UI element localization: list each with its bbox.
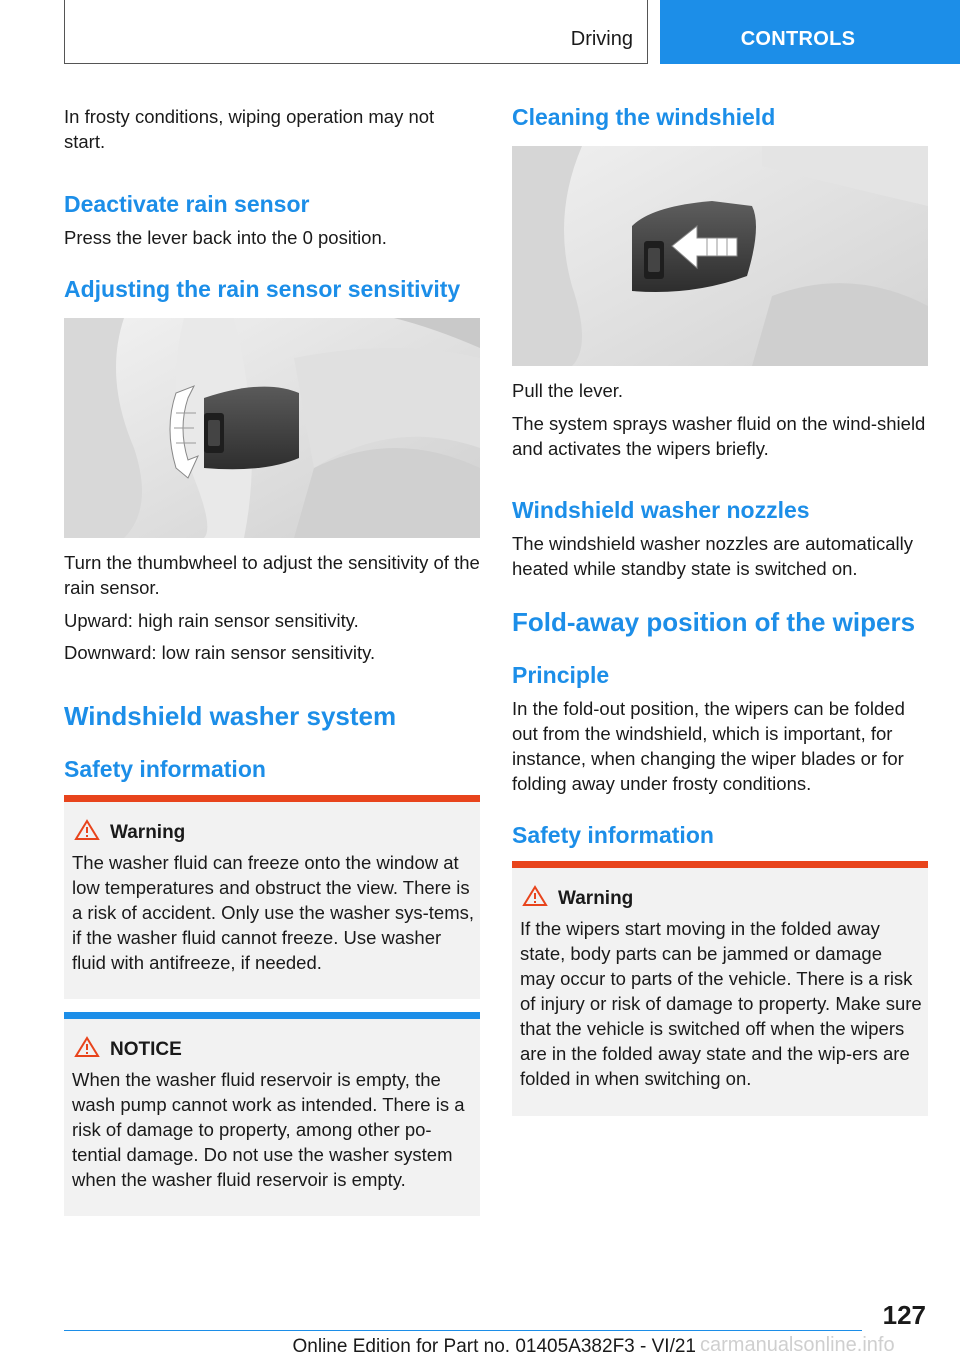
downward-text: Downward: low rain sensor sensitivity. [64,642,376,663]
notice-box [64,1012,480,1216]
notice-bar [64,1012,480,1019]
right-warning-bar [512,861,928,868]
washer-system-heading: Windshield washer system [64,701,397,731]
left-safety-heading: Safety information [64,756,266,782]
page-number: 127 [882,1300,926,1330]
footer-watermark: carmanualsonline.info [700,1334,895,1356]
right-warning-title: Warning [558,888,634,909]
warning-triangle-icon [522,885,548,907]
adjust-heading: Adjusting the rain sensor sensitivity [64,276,461,302]
cleaning-heading: Cleaning the windshield [512,104,776,130]
left-warning-box [64,795,480,999]
nozzles-heading: Windshield washer nozzles [512,497,810,523]
intro-paragraph: In frosty conditions, wiping operation may not start. [64,106,435,152]
principle-text: In the fold-out position, the wipers can be folded out from the windshield, which is important, for instance, when changing the wiper blades or for folding away under frosty conditions. [512,698,905,794]
spray-text: The system sprays washer fluid on the wind-shield and activates the wipers briefly. [512,413,926,459]
header-chapter-box [660,0,960,64]
left-warning-title: Warning [110,822,186,843]
notice-triangle-icon [74,1036,100,1058]
left-warning-text: The washer fluid can freeze onto the window at low temperatures and obstruct the view. There is a risk of accident. Only use the washer sys-tems, if the washer fluid cannot freeze. Use washer fluid with antifreeze, if needed. [72,852,475,973]
deactivate-text: Press the lever back into the 0 position. [64,227,387,248]
right-safety-heading: Safety information [512,822,714,848]
notice-text: When the washer fluid reservoir is empty, the wash pump cannot work as intended. There is a risk of damage to property, among other po-tential damage. Do not use the washer system when the washer fluid reservoir is empty. [72,1069,465,1190]
nozzles-text: The windshield washer nozzles are automatically heated while standby state is switched on. [512,533,914,579]
notice-title: NOTICE [110,1039,182,1060]
lever-pull-illustration [512,146,928,366]
right-warning-box [512,861,928,1116]
foldaway-heading: Fold-away position of the wipers [512,607,916,637]
footer-divider [64,1330,862,1331]
right-warning-text: If the wipers start moving in the folded away state, body parts can be jammed or damage may occur to parts of the vehicle. There is a risk of injury or risk of damage to property. Make sure that the vehicle is switched off when the wipers are in the folded away state and the wip-ers are folded in when switching on. [520,918,922,1089]
header-section-title: Driving [570,28,633,50]
pull-text: Pull the lever. [512,380,624,401]
deactivate-heading: Deactivate rain sensor [64,191,310,217]
upward-text: Upward: high rain sensor sensitivity. [64,610,359,631]
adjust-text: Turn the thumbwheel to adjust the sensitivity of the rain sensor. [64,552,480,598]
left-warning-bar [64,795,480,802]
footer-edition: Online Edition for Part no. 01405A382F3 - VI/21 [292,1336,696,1357]
header-chapter-title: CONTROLS [740,28,856,50]
warning-triangle-icon [74,819,100,841]
header-section-box [64,0,648,64]
thumbwheel-illustration [64,318,480,538]
principle-heading: Principle [512,662,610,688]
